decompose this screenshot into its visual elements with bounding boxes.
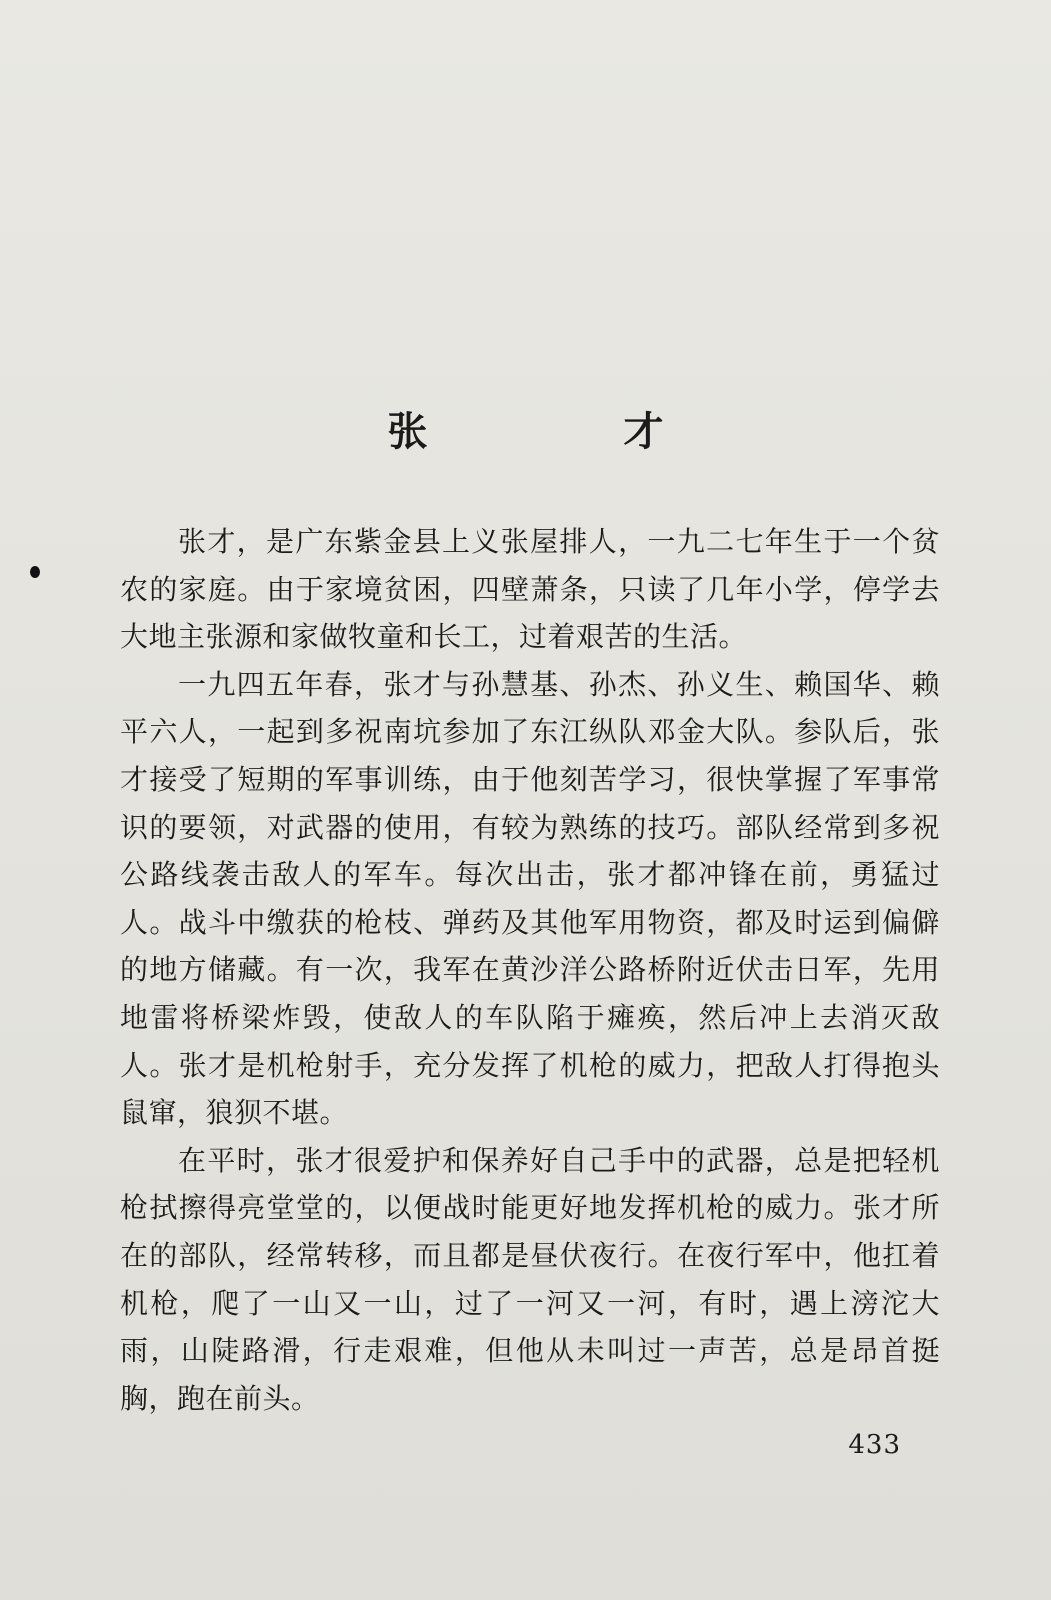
scan-blemish (30, 566, 40, 578)
paragraph-1: 张才，是广东紫金县上义张屋排人，一九二七年生于一个贫农的家庭。由于家境贫困，四壁萧条，只读了几年小学，停学去大地主张源和家做牧童和长工，过着艰苦的生活。 (120, 525, 940, 654)
article-body (120, 518, 940, 1422)
page-number: 433 (848, 1430, 901, 1460)
paragraph-3: 在平时，张才很爱护和保养好自己手中的武器，总是把轻机枪拭擦得亮堂堂的，以便战时能更好地发挥机枪的威力。张才所在的部队，经常转移，而且都是昼伏夜行。在夜行军中，他扛着机枪，爬了一山又一山，过了一河又一河，有时，遇上滂沱大雨，山陡路滑，行走艰难，但他从未叫过一声苦，总是昂首挺胸，跑在前头。 (120, 1143, 940, 1415)
paragraph-2: 一九四五年春，张才与孙慧基、孙杰、孙义生、赖国华、赖平六人，一起到多祝南坑参加了东江纵队邓金大队。参队后，张才接受了短期的军事训练，由于他刻苦学习，很快掌握了军事常识的要领，对武器的使用，有较为熟练的技巧。部队经常到多祝公路线袭击敌人的军车。每次出击，张才都冲锋在前，勇猛过人。战斗中缴获的枪枝、弹药及其他军用物资，都及时运到偏僻的地方储藏。有一次，我军在黄沙洋公路桥附近伏击日军，先用地雷将桥梁炸毁，使敌人的车队陷于瘫痪，然后冲上去消灭敌人。张才是机枪射手，充分发挥了机枪的威力，把敌人打得抱头鼠窜，狼狈不堪。 (120, 667, 940, 1130)
page-title: 张 才 (387, 408, 742, 455)
